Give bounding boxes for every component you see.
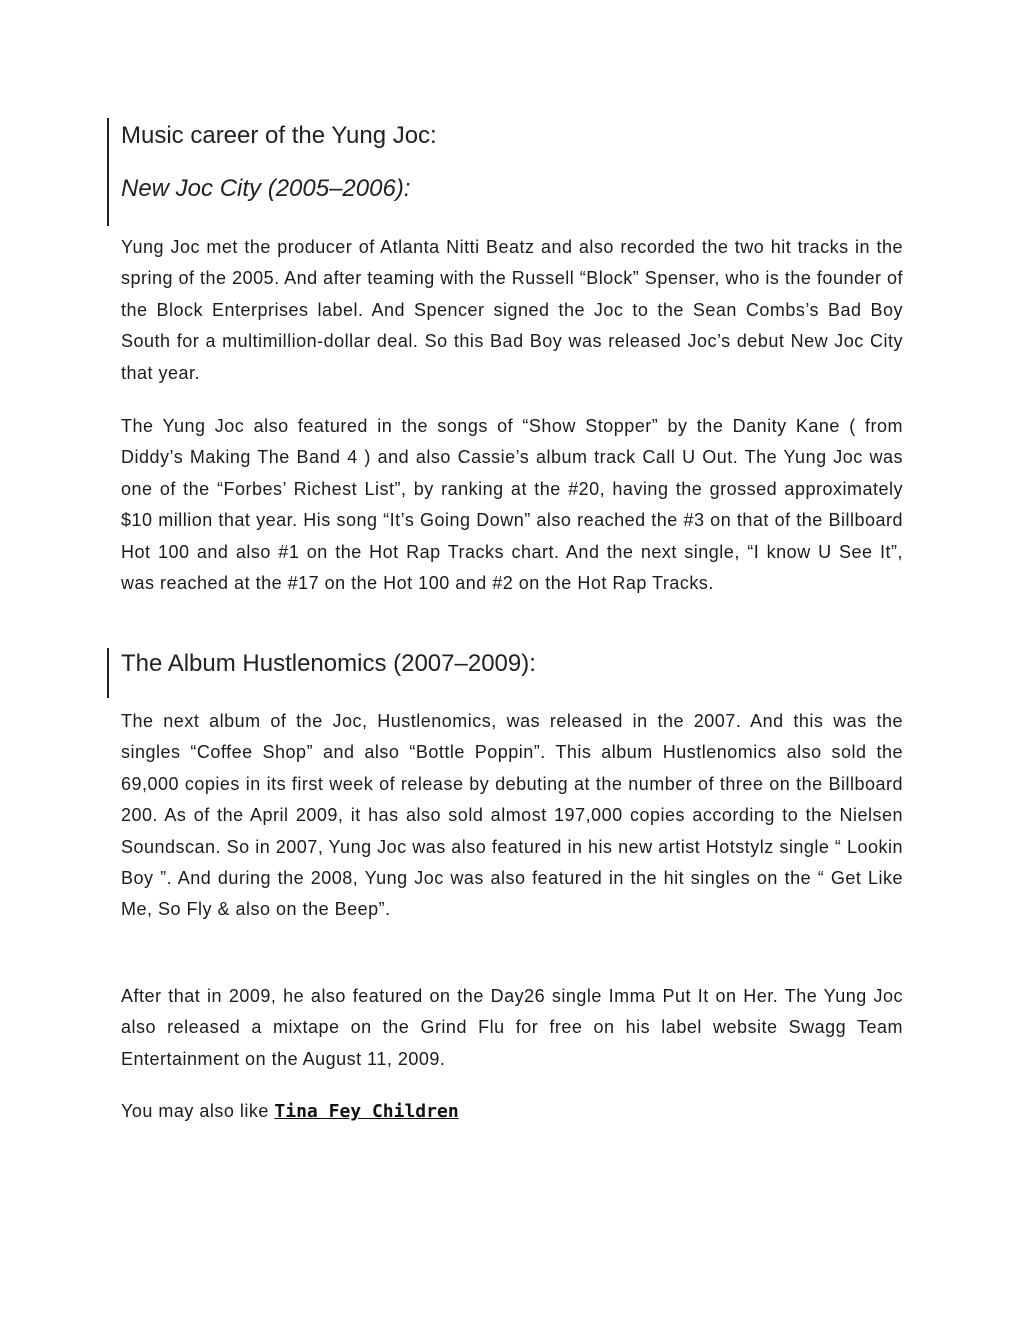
tina-fey-children-link[interactable]: Tina Fey Children bbox=[274, 1101, 459, 1122]
paragraph-new-joc-city-2: The Yung Joc also featured in the songs of “Show Stopper” by the Danity Kane ( from Diddy’s Making The Band 4 ) and also Cassie’s album track Call U Out. The Yung Joc was one of the “Forbes’ Richest List”, by ranking at the #20, having the grossed approximately $10 million that year. His song “It’s Going Down” also reached the #3 on that of the Billboard Hot 100 and also #1 on the Hot Rap Tracks chart. And the next single, “I know U See It”, was reached at the #17 on the Hot 100 and #2 on the Hot Rap Tracks. bbox=[121, 416, 903, 594]
heading-margin-bar bbox=[107, 648, 109, 698]
paragraph-hustlenomics-1: The next album of the Joc, Hustlenomics, was released in the 2007. And this was the singles “Coffee Shop” and also “Bottle Poppin”. This album Hustlenomics also sold the 69,000 copies in its first week of release by debuting at the number of three on the Billboard 200. As of the April 2009, it has also sold almost 197,000 copies according to the Nielsen Soundscan. So in 2007, Yung Joc was also featured in his new artist Hotstylz single “ Lookin Boy ”. And during the 2008, Yung Joc was also featured in the hit singles on the “ Get Like Me, So Fly & also on the Beep”. bbox=[121, 711, 903, 920]
paragraph-hustlenomics-2: After that in 2009, he also featured on the Day26 single Imma Put It on Her. The Yung Joc also released a mixtape on the Grind Flu for free on his label website Swagg Team Entertainment on the August 11, 2009. bbox=[121, 986, 903, 1069]
also-like-prefix: You may also like bbox=[121, 1101, 275, 1121]
subheading-new-joc-city: New Joc City (2005–2006): bbox=[121, 175, 411, 202]
heading-hustlenomics: The Album Hustlenomics (2007–2009): bbox=[121, 650, 536, 677]
also-like-line bbox=[121, 1096, 903, 1127]
main-heading: Music career of the Yung Joc: bbox=[121, 122, 437, 149]
heading-margin-bar bbox=[107, 118, 109, 226]
paragraph-new-joc-city-1: Yung Joc met the producer of Atlanta Nitti Beatz and also recorded the two hit tracks in the spring of the 2005. And after teaming with the Russell “Block” Spenser, who is the founder of the Block Enterprises label. And Spencer signed the Joc to the Sean Combs’s Bad Boy South for a multimillion-dollar deal. So this Bad Boy was released Joc’s debut New Joc City that year. bbox=[121, 237, 903, 383]
